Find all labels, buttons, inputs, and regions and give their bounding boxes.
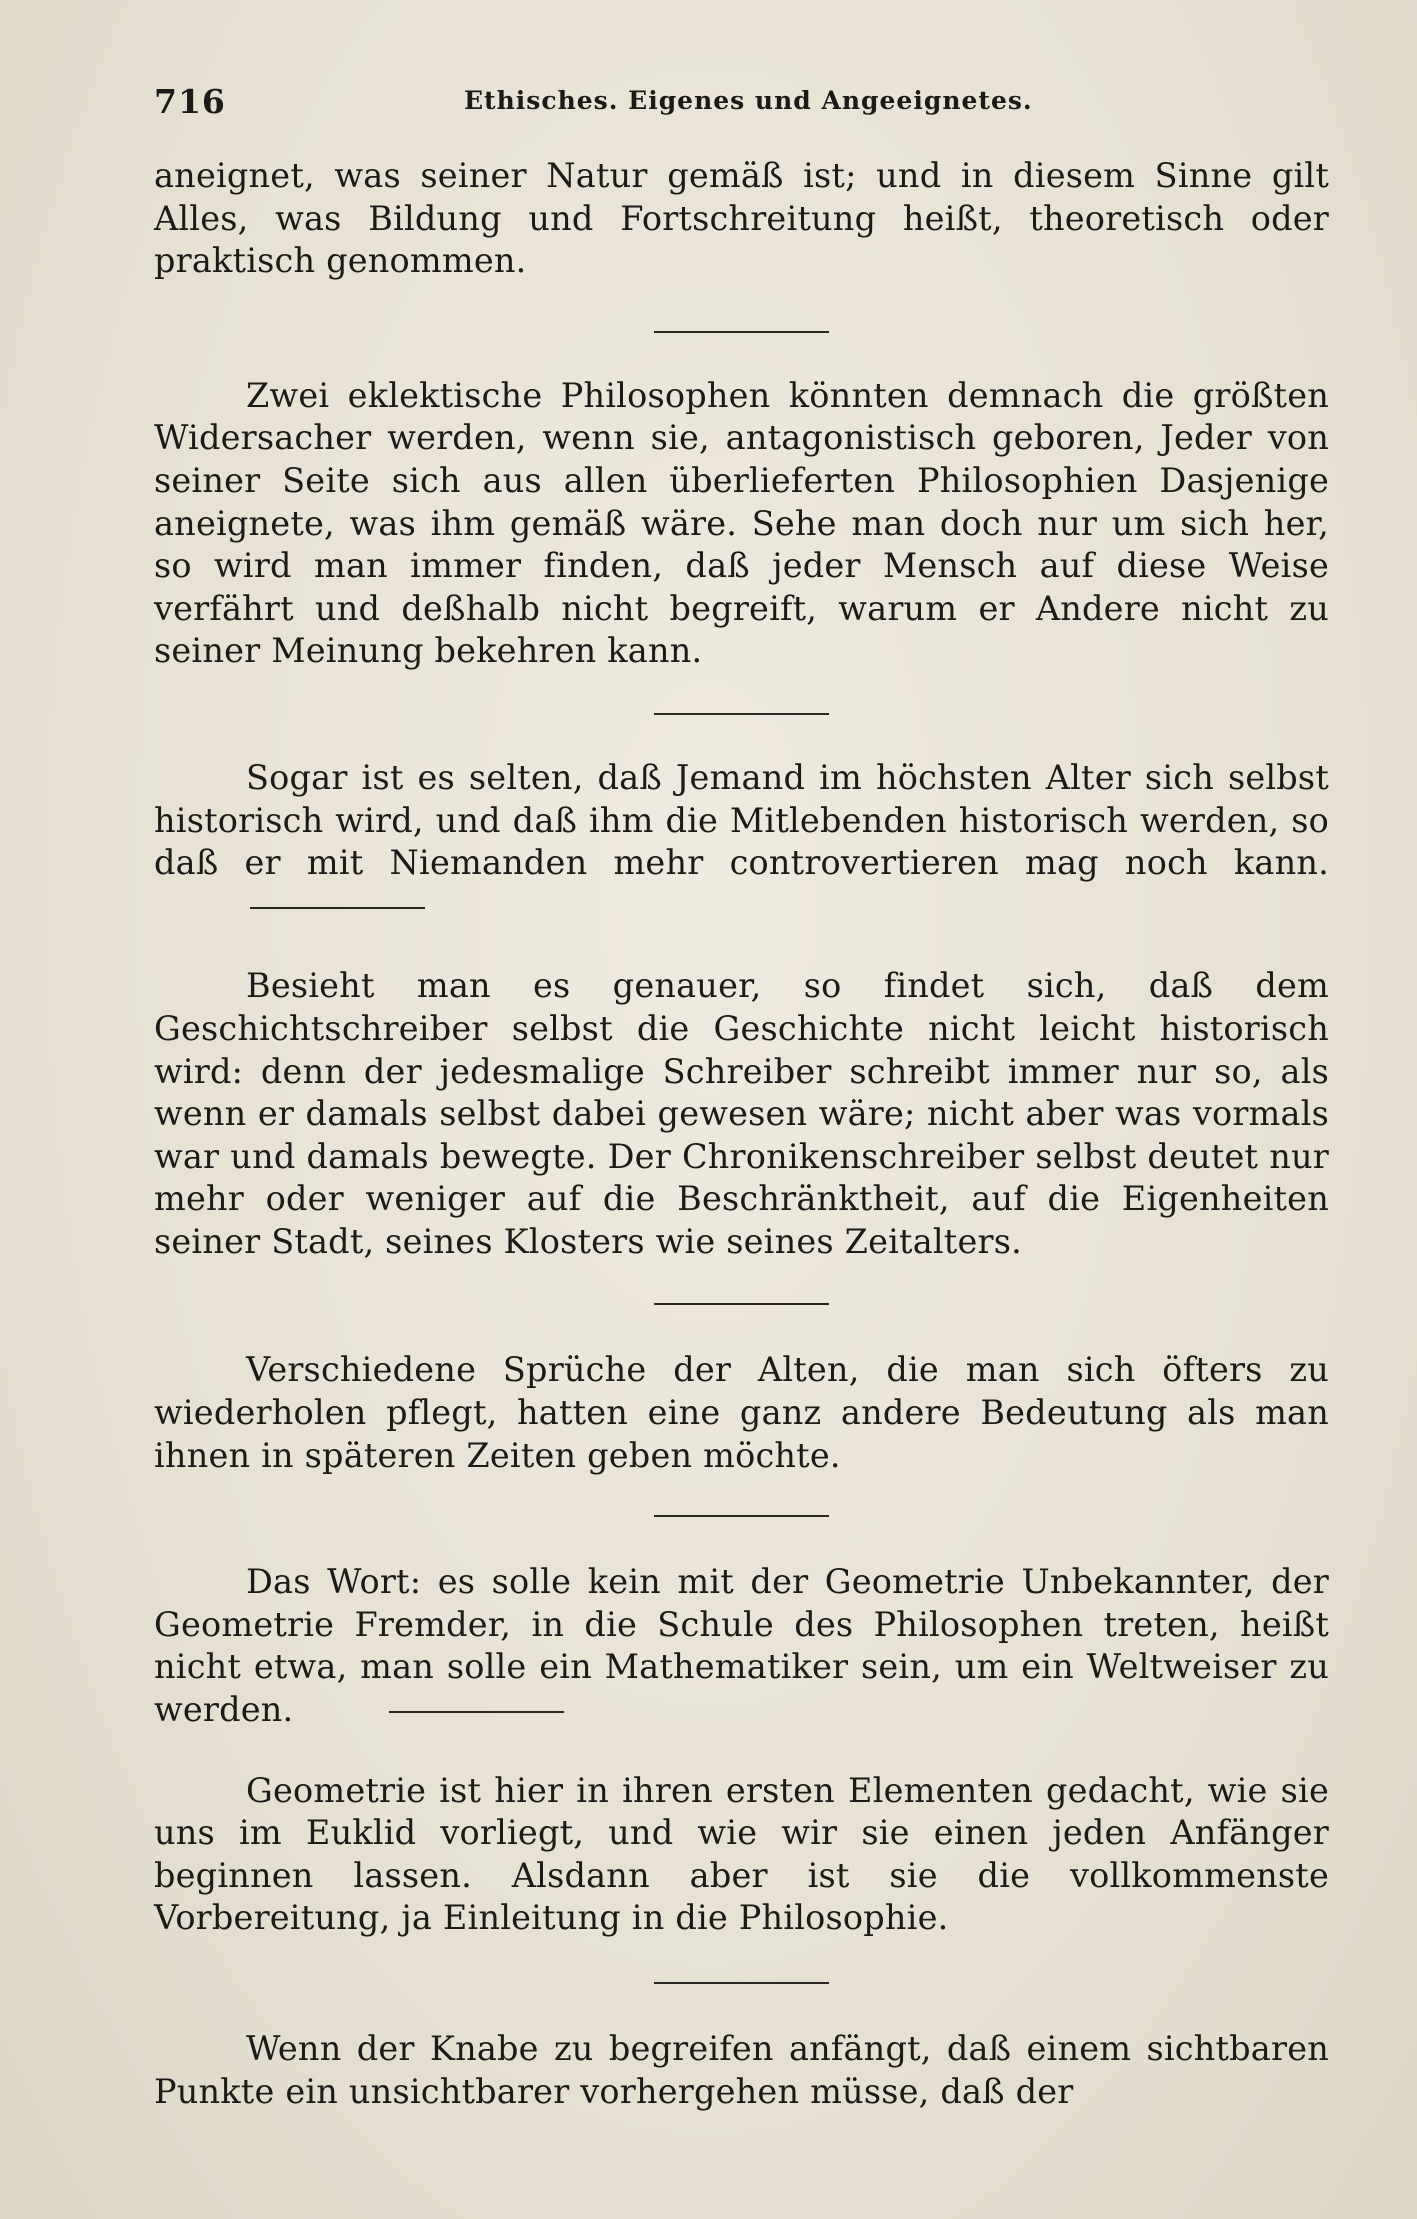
paragraph-6-wrap	[154, 1561, 1329, 1731]
paragraph-6: Das Wort: es solle kein mit der Geometrie Unbekannter, der Geometrie Fremder, in die Schule des Philosophen treten, heißt nicht etwa, man solle ein Mathematiker sein, um ein Weltweiser zu werden.	[154, 1562, 1329, 1730]
section-divider-6	[389, 1711, 564, 1713]
paragraph-4: Besieht man es genauer, so findet sich, daß dem Geschichtschreiber selbst die Geschichte nicht leicht historisch wird: denn der jedesmalige Schreiber schreibt immer nur so, als wenn er damals selbst dabei gewesen wäre; nicht aber was vormals war und damals bewegte. Der Chronikenschreiber selbst deutet nur mehr oder weniger auf die Beschränktheit, auf die Eigenheiten seiner Stadt, seines Klosters wie seines Zeitalters.	[154, 966, 1329, 1261]
section-divider-7	[654, 1982, 829, 1984]
paragraph-8: Wenn der Knabe zu begreifen anfängt, daß einem sichtbaren Punkte ein unsichtbarer vorhergehen müsse, daß der	[154, 2029, 1329, 2111]
paragraph-1: aneignet, was seiner Natur gemäß ist; und in diesem Sinne gilt Alles, was Bildung und Fortschreitung heißt, theoretisch oder praktisch genommen.	[154, 156, 1329, 281]
paragraph-3: Sogar ist es selten, daß Jemand im höchsten Alter sich selbst historisch wird, und daß ihm die Mitlebenden historisch werden, so daß er mit Niemanden mehr controvertieren mag noch kann.	[154, 757, 1329, 883]
section-divider-3	[250, 907, 425, 909]
running-head	[154, 82, 1329, 132]
section-divider-5	[654, 1515, 829, 1517]
section-divider-1	[654, 331, 829, 333]
paragraph-3-wrap	[154, 757, 1329, 927]
paragraph-5: Verschiedene Sprüche der Alten, die man sich öfters zu wiederholen pflegt, hatten eine ganz andere Bedeutung als man ihnen in späteren Zeiten geben möchte.	[154, 1350, 1329, 1475]
running-title: Ethisches. Eigenes und Angeeignetes.	[464, 86, 1033, 115]
book-page	[154, 70, 1329, 2200]
section-divider-2	[654, 713, 829, 715]
section-divider-4	[654, 1303, 829, 1305]
page-number: 716	[154, 82, 226, 121]
paragraph-2: Zwei eklektische Philosophen könnten demnach die größten Widersacher werden, wenn sie, antagonistisch geboren, Jeder von seiner Seite sich aus allen überlieferten Philosophien Dasjenige aneignete, was ihm gemäß wäre. Sehe man doch nur um sich her, so wird man immer finden, daß jeder Mensch auf diese Weise verfährt und deßhalb nicht begreift, warum er Andere nicht zu seiner Meinung bekehren kann.	[154, 375, 1329, 671]
paragraph-7: Geometrie ist hier in ihren ersten Elementen gedacht, wie sie uns im Euklid vorliegt, und wie wir sie einen jeden Anfänger beginnen lassen. Alsdann aber ist sie die vollkommenste Vorbereitung, ja Einleitung in die Philosophie.	[154, 1770, 1329, 1938]
body-text	[154, 155, 1329, 2113]
